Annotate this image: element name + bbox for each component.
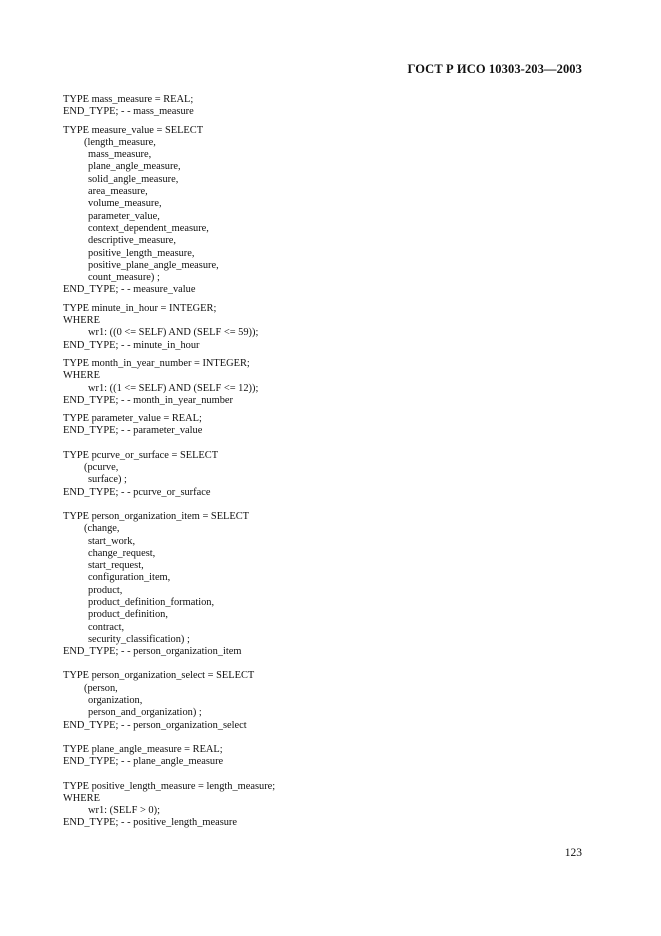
code-line: TYPE mass_measure = REAL; xyxy=(63,94,194,105)
code-line: wr1: ((1 <= SELF) AND (SELF <= 12)); xyxy=(88,382,259,394)
code-line: END_TYPE; - - person_organization_item xyxy=(63,646,242,658)
code-line: END_TYPE; - - mass_measure xyxy=(63,106,194,118)
document-header: ГОСТ Р ИСО 10303-203—2003 xyxy=(407,62,582,76)
code-line: parameter_value, xyxy=(88,210,160,222)
code-line: END_TYPE; - - pcurve_or_surface xyxy=(63,486,211,498)
code-line: volume_measure, xyxy=(88,198,162,210)
code-line: context_dependent_measure, xyxy=(88,222,209,234)
code-line: product, xyxy=(88,584,123,596)
code-line: product_definition, xyxy=(88,609,168,621)
code-line: person_and_organization) ; xyxy=(88,707,202,719)
code-line: TYPE person_organization_select = SELECT xyxy=(63,670,255,682)
code-line: wr1: (SELF > 0); xyxy=(88,805,160,817)
code-line: change_request, xyxy=(88,547,156,559)
code-line: configuration_item, xyxy=(88,572,171,584)
code-line: END_TYPE; - - plane_angle_measure xyxy=(63,756,224,768)
code-line: TYPE positive_length_measure = length_measure; xyxy=(63,780,276,792)
code-line: WHERE xyxy=(63,370,100,382)
code-line: TYPE plane_angle_measure = REAL; xyxy=(63,743,223,755)
code-line: surface) ; xyxy=(88,474,127,486)
code-line: area_measure, xyxy=(88,186,148,198)
code-line: TYPE pcurve_or_surface = SELECT xyxy=(63,449,219,461)
page-number: 123 xyxy=(564,847,582,859)
code-line: count_measure) ; xyxy=(88,272,160,284)
code-line: (length_measure, xyxy=(84,136,156,148)
code-line: TYPE minute_in_hour = INTEGER; xyxy=(63,302,217,314)
code-line: contract, xyxy=(88,621,125,633)
code-line: TYPE parameter_value = REAL; xyxy=(63,413,202,425)
code-line: TYPE month_in_year_number = INTEGER; xyxy=(63,357,250,369)
code-line: positive_length_measure, xyxy=(88,247,195,259)
code-line: organization, xyxy=(88,695,143,707)
code-line: WHERE xyxy=(63,792,100,804)
code-line: solid_angle_measure, xyxy=(88,173,179,185)
code-line: mass_measure, xyxy=(88,149,152,161)
code-line: TYPE person_organization_item = SELECT xyxy=(63,510,250,522)
code-line: END_TYPE; - - parameter_value xyxy=(63,425,203,437)
code-line: (change, xyxy=(84,523,120,535)
code-line: descriptive_measure, xyxy=(88,235,176,247)
code-line: WHERE xyxy=(63,315,100,327)
code-line: product_definition_formation, xyxy=(88,596,215,608)
code-line: END_TYPE; - - person_organization_select xyxy=(63,719,247,731)
code-line: positive_plane_angle_measure, xyxy=(88,259,219,271)
code-line: END_TYPE; - - positive_length_measure xyxy=(63,817,238,829)
code-line: END_TYPE; - - month_in_year_number xyxy=(63,394,233,406)
code-line: start_request, xyxy=(88,560,144,572)
code-line: security_classification) ; xyxy=(88,633,190,645)
code-line: END_TYPE; - - measure_value xyxy=(63,284,196,296)
code-line: start_work, xyxy=(88,535,136,547)
code-line: END_TYPE; - - minute_in_hour xyxy=(63,339,200,351)
code-listing xyxy=(63,94,603,830)
code-line: TYPE measure_value = SELECT xyxy=(63,124,204,136)
code-line: (pcurve, xyxy=(84,462,119,474)
code-line: (person, xyxy=(84,682,118,694)
code-line: wr1: ((0 <= SELF) AND (SELF <= 59)); xyxy=(88,327,259,339)
code-line: plane_angle_measure, xyxy=(88,161,181,173)
